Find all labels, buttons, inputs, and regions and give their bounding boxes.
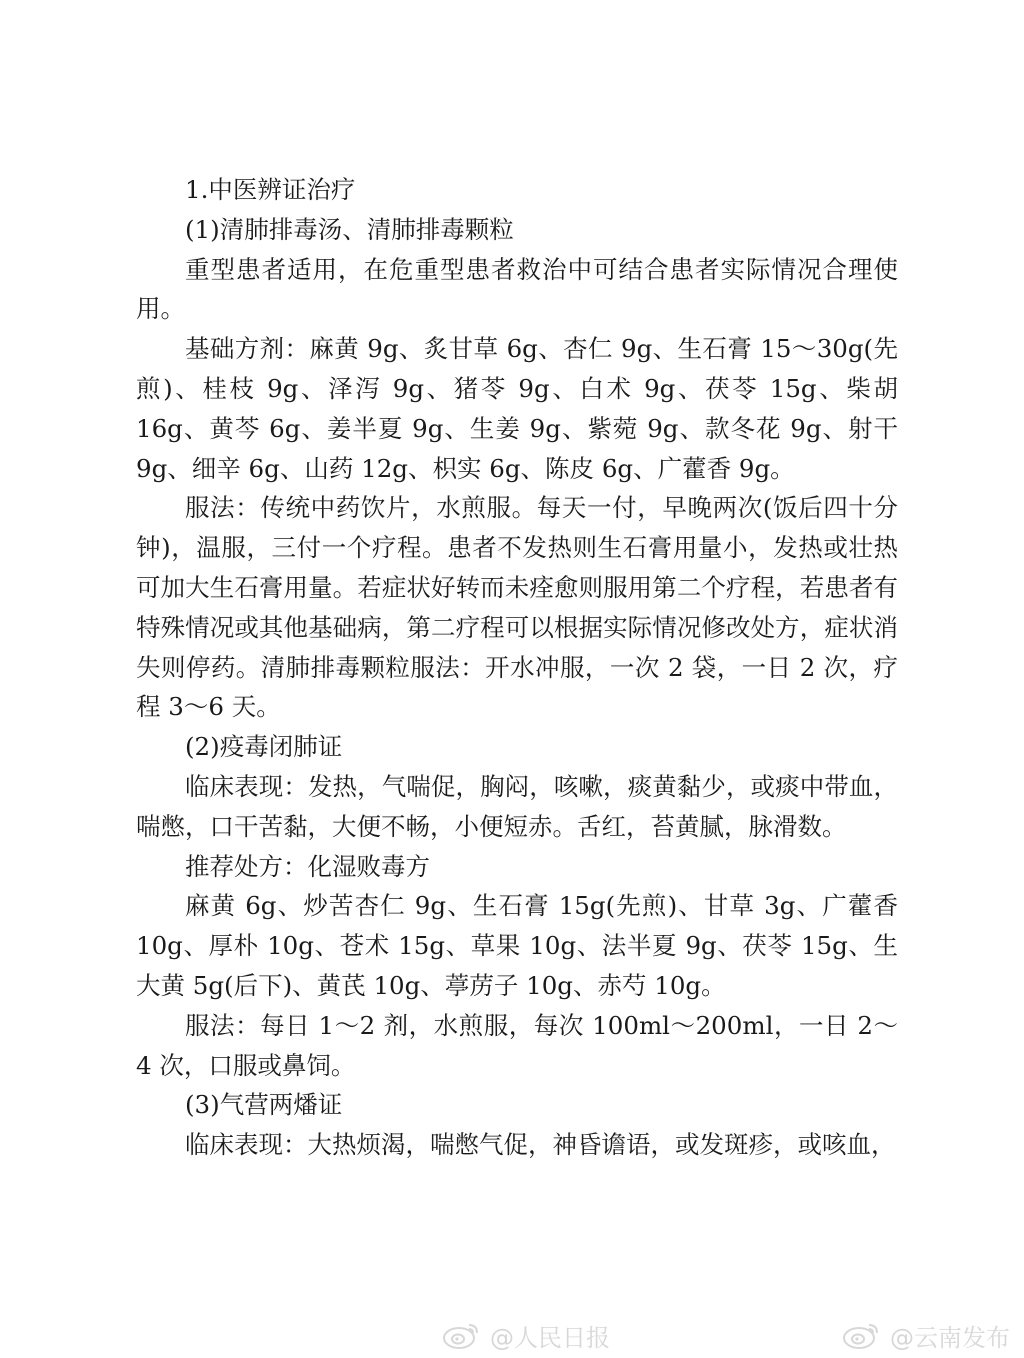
watermark-renmin-ribao — [442, 1318, 610, 1352]
watermark-yunnan-fabu — [842, 1318, 1010, 1352]
weibo-icon — [842, 1320, 882, 1350]
body-paragraph: 麻黄 6g、炒苦杏仁 9g、生石膏 15g(先煎)、甘草 3g、广藿香 10g、厚朴 10g、苍术 15g、草果 10g、法半夏 9g、茯苓 15g、生大黄 5g(后下)、黄芪 10g、葶苈子 10g、赤芍 10g。 — [136, 891, 898, 1000]
watermark-text: @云南发布 — [890, 1323, 1010, 1352]
body-paragraph: 基础方剂：麻黄 9g、炙甘草 6g、杏仁 9g、生石膏 15～30g(先煎)、桂枝 9g、泽泻 9g、猪苓 9g、白术 9g、茯苓 15g、柴胡 16g、黄芩 6g、姜半夏 9g、生姜 9g、紫菀 9g、款冬花 9g、射干 9g、细辛 6g、山药 12g、枳实 6g、陈皮 6g、广藿香 9g。 — [136, 334, 898, 483]
body-paragraph: 推荐处方：化湿败毒方 — [185, 851, 430, 881]
subsection-heading: (2)疫毒闭肺证 — [185, 732, 343, 762]
body-paragraph: 服法：传统中药饮片，水煎服。每天一付，早晚两次(饭后四十分钟)，温服，三付一个疗程。患者不发热则生石膏用量小，发热或壮热可加大生石膏用量。若症状好转而未痊愈则服用第二个疗程，若患者有特殊情况或其他基础病，第二疗程可以根据实际情况修改处方，症状消失则停药。清肺排毒颗粒服法：开水冲服，一次 2 袋，一日 2 次，疗程 3～6 天。 — [136, 493, 898, 722]
body-paragraph: 重型患者适用，在危重型患者救治中可结合患者实际情况合理使用。 — [136, 254, 898, 324]
subsection-heading: (3)气营两燔证 — [185, 1090, 343, 1120]
section-heading: 1.中医辨证治疗 — [185, 175, 356, 204]
body-paragraph: 服法：每日 1～2 剂，水煎服，每次 100ml～200ml，一日 2～4 次，口服或鼻饲。 — [136, 1010, 898, 1080]
body-paragraph: 临床表现：大热烦渴，喘憋气促，神昏谵语，或发斑疹，或咳血， — [185, 1130, 896, 1160]
document-body — [136, 170, 898, 1165]
weibo-icon — [442, 1320, 482, 1350]
subsection-heading: (1)清肺排毒汤、清肺排毒颗粒 — [185, 214, 514, 244]
watermark-text: @人民日报 — [490, 1323, 610, 1352]
body-paragraph: 临床表现：发热，气喘促，胸闷，咳嗽，痰黄黏少，或痰中带血，喘憋，口干苦黏，大便不畅，小便短赤。舌红，苔黄腻，脉滑数。 — [136, 771, 898, 841]
